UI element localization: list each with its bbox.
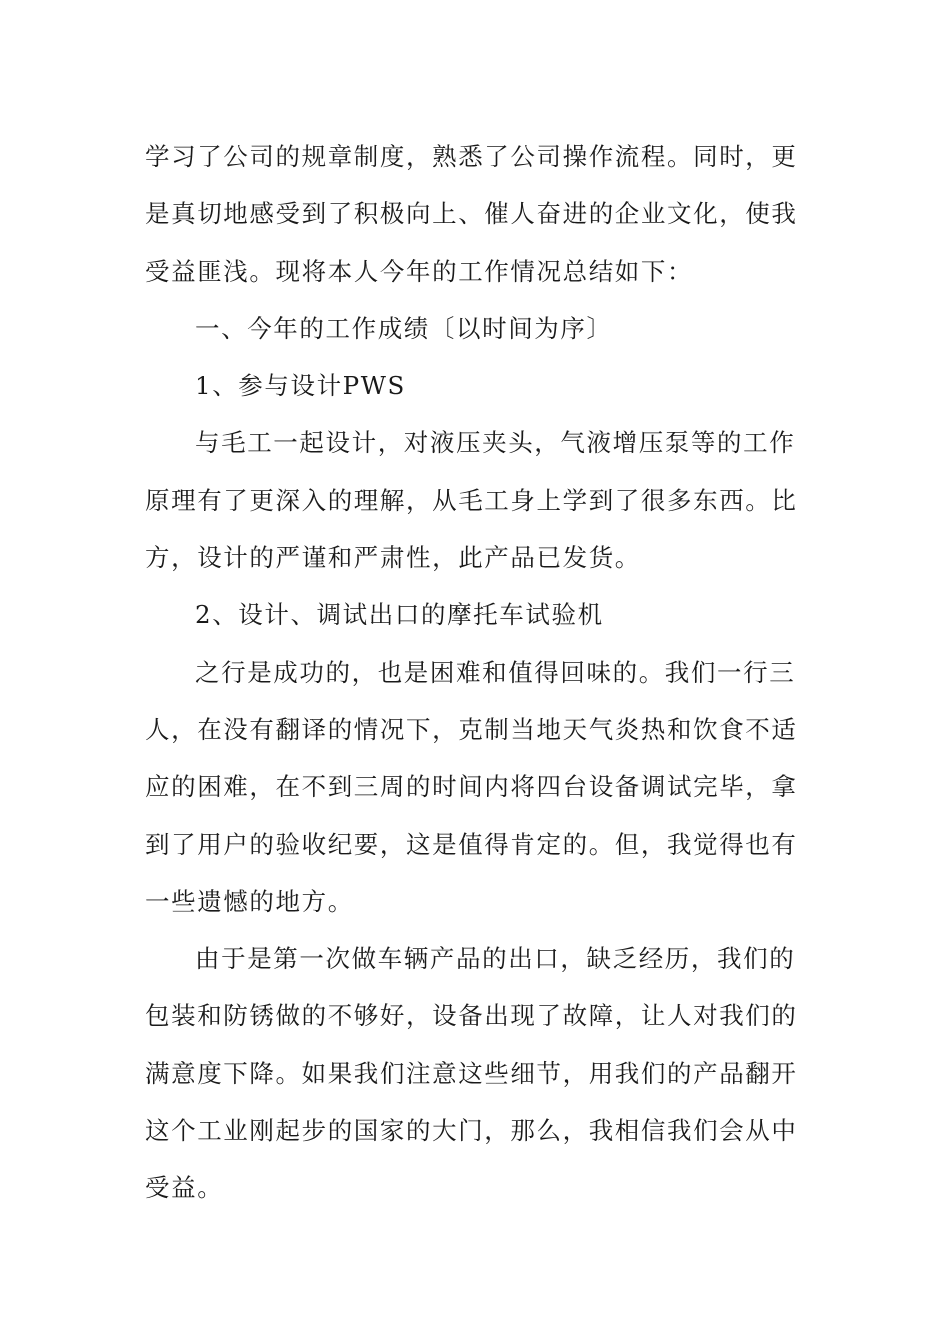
text-line: 方，设计的严谨和严肃性，此产品已发货。 (145, 543, 641, 573)
section-heading (145, 300, 785, 357)
paragraph-item-1 (145, 414, 798, 586)
text-line: 原理有了更深入的理解，从毛工身上学到了很多东西。比 (145, 485, 798, 515)
text-line: 之行是成功的，也是困难和值得回味的。我们一行三 (195, 657, 796, 687)
text-line: 应的困难，在不到三周的时间内将四台设备调试完毕，拿 (145, 772, 798, 802)
text-line: 人，在没有翻译的情况下，克制当地天气炎热和饮食不适 (145, 714, 798, 744)
text-line: 2、设计、调试出口的摩托车试验机 (195, 600, 604, 630)
text-line: 一些遗憾的地方。 (145, 886, 354, 916)
item-heading (145, 586, 785, 643)
document-page (145, 128, 798, 1217)
text-line: 是真切地感受到了积极向上、催人奋进的企业文化，使我 (145, 199, 798, 229)
item-heading (145, 357, 785, 414)
paragraph-item-2 (145, 644, 798, 930)
text-line: 受益匪浅。现将本人今年的工作情况总结如下： (145, 256, 694, 286)
text-line: 这个工业刚起步的国家的大门，那么，我相信我们会从中 (145, 1116, 798, 1146)
text-line: 学习了公司的规章制度，熟悉了公司操作流程。同时，更 (145, 142, 798, 171)
text-line: 一、今年的工作成绩〔以时间为序〕 (195, 313, 613, 343)
text-line: 与毛工一起设计，对液压夹头，气液增压泵等的工作 (195, 428, 796, 458)
text-line: 满意度下降。如果我们注意这些细节，用我们的产品翻开 (145, 1058, 798, 1088)
text-line: 包装和防锈做的不够好，设备出现了故障，让人对我们的 (145, 1001, 798, 1031)
text-line: 受益。 (145, 1173, 224, 1203)
paragraph-intro (145, 128, 798, 300)
text-line: 1、参与设计PWS (195, 371, 406, 401)
text-line: 由于是第一次做车辆产品的出口，缺乏经历，我们的 (195, 944, 796, 974)
text-line: 到了用户的验收纪要，这是值得肯定的。但，我觉得也有 (145, 829, 798, 859)
paragraph-reflection (145, 930, 798, 1216)
